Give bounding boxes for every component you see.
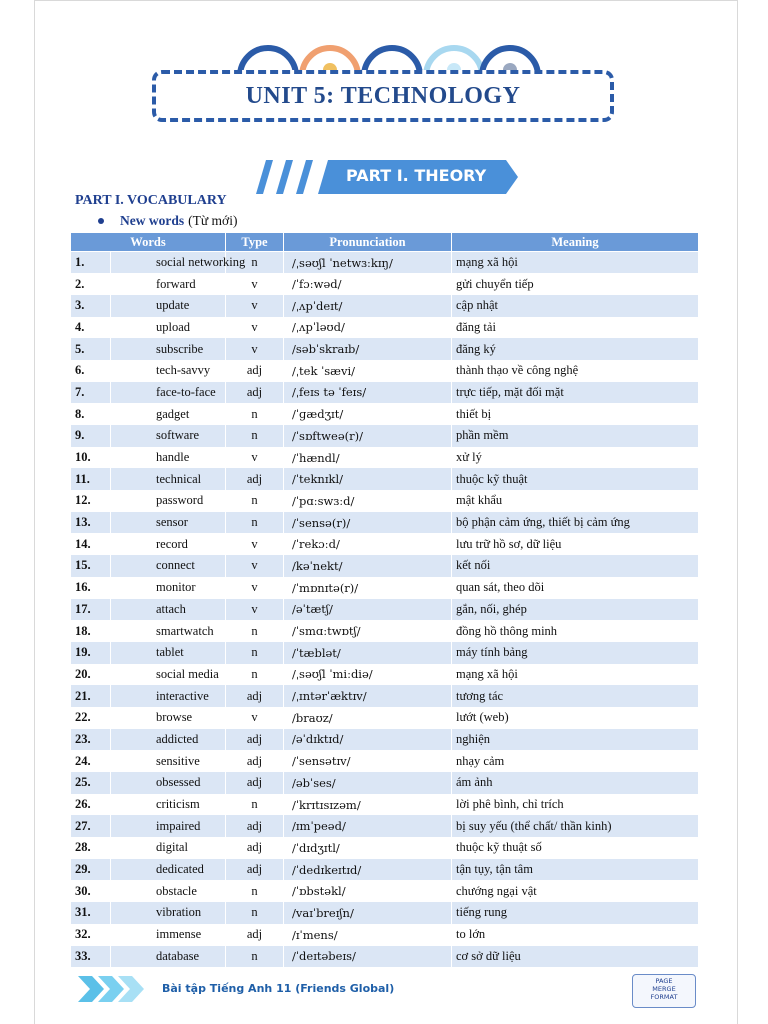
row-pronunciation: /ˈpɑːswɜːd/ <box>284 490 452 512</box>
table-row <box>71 447 699 469</box>
row-pronunciation: /ˌfeɪs tə ˈfeɪs/ <box>284 382 452 404</box>
row-type: adj <box>226 772 284 794</box>
row-word: obstacle <box>111 880 226 902</box>
table-row <box>71 946 699 968</box>
row-type: n <box>226 425 284 447</box>
row-word: social networking <box>111 252 226 274</box>
row-type: adj <box>226 837 284 859</box>
row-number: 17. <box>71 599 111 621</box>
row-type: v <box>226 577 284 599</box>
row-pronunciation: /ˈdɪdʒɪtl/ <box>284 837 452 859</box>
header-words: Words <box>71 233 226 252</box>
row-pronunciation: /ˈɒbstəkl/ <box>284 880 452 902</box>
row-word: sensor <box>111 512 226 534</box>
row-number: 32. <box>71 924 111 946</box>
row-number: 7. <box>71 382 111 404</box>
row-meaning: phần mềm <box>452 425 699 447</box>
row-meaning: máy tính bảng <box>452 642 699 664</box>
row-number: 15. <box>71 555 111 577</box>
row-pronunciation: /ˈteknɪkl/ <box>284 468 452 490</box>
row-word: interactive <box>111 685 226 707</box>
row-word: sensitive <box>111 750 226 772</box>
row-word: forward <box>111 273 226 295</box>
row-pronunciation: /əbˈses/ <box>284 772 452 794</box>
row-meaning: ám ảnh <box>452 772 699 794</box>
row-type: v <box>226 338 284 360</box>
row-type: adj <box>226 382 284 404</box>
row-meaning: tương tác <box>452 685 699 707</box>
badge-line: FORMAT <box>650 993 678 1001</box>
row-meaning: thuộc kỹ thuật <box>452 468 699 490</box>
row-type: adj <box>226 750 284 772</box>
row-word: update <box>111 295 226 317</box>
row-pronunciation: /ˌsəʊʃl ˈnetwɜːkɪŋ/ <box>284 252 452 274</box>
row-pronunciation: /kəˈnekt/ <box>284 555 452 577</box>
row-meaning: gắn, nối, ghép <box>452 599 699 621</box>
part-banner-label: PART I. THEORY <box>346 166 487 185</box>
row-meaning: mật khẩu <box>452 490 699 512</box>
row-pronunciation: /ˌʌpˈdeɪt/ <box>284 295 452 317</box>
row-word: face-to-face <box>111 382 226 404</box>
row-pronunciation: /ɪmˈpeəd/ <box>284 815 452 837</box>
row-meaning: thuộc kỹ thuật số <box>452 837 699 859</box>
row-number: 4. <box>71 317 111 339</box>
row-type: n <box>226 252 284 274</box>
row-type: v <box>226 447 284 469</box>
row-type: n <box>226 403 284 425</box>
row-word: impaired <box>111 815 226 837</box>
table-row <box>71 468 699 490</box>
row-meaning: thành thạo về công nghệ <box>452 360 699 382</box>
header-type: Type <box>226 233 284 252</box>
row-pronunciation: /ˌʌpˈləʊd/ <box>284 317 452 339</box>
row-type: n <box>226 946 284 968</box>
row-number: 22. <box>71 707 111 729</box>
row-type: adj <box>226 685 284 707</box>
row-word: connect <box>111 555 226 577</box>
table-row <box>71 664 699 686</box>
row-type: n <box>226 880 284 902</box>
table-row <box>71 273 699 295</box>
row-number: 29. <box>71 859 111 881</box>
row-type: adj <box>226 360 284 382</box>
table-row <box>71 252 699 274</box>
row-word: password <box>111 490 226 512</box>
row-number: 14. <box>71 533 111 555</box>
row-pronunciation: /ˈhændl/ <box>284 447 452 469</box>
table-row <box>71 642 699 664</box>
row-number: 3. <box>71 295 111 317</box>
chevron-arrows-icon <box>78 976 148 1002</box>
row-number: 8. <box>71 403 111 425</box>
row-meaning: đăng ký <box>452 338 699 360</box>
row-word: subscribe <box>111 338 226 360</box>
row-pronunciation: /ˌsəʊʃl ˈmiːdiə/ <box>284 664 452 686</box>
row-number: 25. <box>71 772 111 794</box>
row-number: 11. <box>71 468 111 490</box>
table-row <box>71 924 699 946</box>
row-number: 9. <box>71 425 111 447</box>
table-row <box>71 750 699 772</box>
row-number: 12. <box>71 490 111 512</box>
row-pronunciation: /səbˈskraɪb/ <box>284 338 452 360</box>
row-word: handle <box>111 447 226 469</box>
row-number: 27. <box>71 815 111 837</box>
new-words-note: (Từ mới) <box>188 213 238 228</box>
row-word: upload <box>111 317 226 339</box>
row-word: smartwatch <box>111 620 226 642</box>
row-type: v <box>226 273 284 295</box>
row-pronunciation: /vaɪˈbreɪʃn/ <box>284 902 452 924</box>
row-number: 16. <box>71 577 111 599</box>
row-word: addicted <box>111 729 226 751</box>
row-word: social media <box>111 664 226 686</box>
row-type: adj <box>226 924 284 946</box>
row-meaning: kết nối <box>452 555 699 577</box>
badge-line: MERGE <box>652 985 676 993</box>
row-type: v <box>226 599 284 621</box>
row-number: 20. <box>71 664 111 686</box>
row-type: v <box>226 317 284 339</box>
row-word: tablet <box>111 642 226 664</box>
row-pronunciation: /ˈkrɪtɪsɪzəm/ <box>284 794 452 816</box>
table-row <box>71 403 699 425</box>
row-pronunciation: /əˈdɪktɪd/ <box>284 729 452 751</box>
table-header-row <box>71 233 699 252</box>
table-row <box>71 837 699 859</box>
table-row <box>71 360 699 382</box>
row-meaning: thiết bị <box>452 403 699 425</box>
row-number: 13. <box>71 512 111 534</box>
row-number: 26. <box>71 794 111 816</box>
row-type: adj <box>226 729 284 751</box>
row-number: 6. <box>71 360 111 382</box>
table-body <box>71 252 699 968</box>
row-pronunciation: /ˌtek ˈsævi/ <box>284 360 452 382</box>
row-pronunciation: /ˈsɒftweə(r)/ <box>284 425 452 447</box>
header-meaning: Meaning <box>452 233 699 252</box>
row-meaning: cập nhật <box>452 295 699 317</box>
row-type: n <box>226 642 284 664</box>
vocabulary-table <box>70 232 699 967</box>
row-word: immense <box>111 924 226 946</box>
row-pronunciation: /ˌɪntərˈæktɪv/ <box>284 685 452 707</box>
new-words-line <box>98 213 237 229</box>
row-number: 19. <box>71 642 111 664</box>
new-words-label: New words <box>120 213 185 228</box>
row-word: vibration <box>111 902 226 924</box>
table-row <box>71 794 699 816</box>
row-type: adj <box>226 859 284 881</box>
row-meaning: xử lý <box>452 447 699 469</box>
row-word: attach <box>111 599 226 621</box>
row-type: adj <box>226 815 284 837</box>
row-word: browse <box>111 707 226 729</box>
row-pronunciation: /ˈsensə(r)/ <box>284 512 452 534</box>
row-pronunciation: /ˈtæblət/ <box>284 642 452 664</box>
row-word: tech-savvy <box>111 360 226 382</box>
page-merge-format-badge <box>632 974 696 1008</box>
row-number: 23. <box>71 729 111 751</box>
row-number: 33. <box>71 946 111 968</box>
row-word: monitor <box>111 577 226 599</box>
row-type: n <box>226 490 284 512</box>
row-meaning: bộ phận cảm ứng, thiết bị cảm ứng <box>452 512 699 534</box>
table-row <box>71 555 699 577</box>
row-meaning: đồng hồ thông minh <box>452 620 699 642</box>
row-meaning: lời phê bình, chỉ trích <box>452 794 699 816</box>
row-type: adj <box>226 468 284 490</box>
row-meaning: trực tiếp, mặt đối mặt <box>452 382 699 404</box>
table-row <box>71 685 699 707</box>
table-row <box>71 620 699 642</box>
bullet-icon <box>98 218 104 224</box>
row-word: dedicated <box>111 859 226 881</box>
badge-line: PAGE <box>655 977 673 985</box>
table-row <box>71 902 699 924</box>
row-word: digital <box>111 837 226 859</box>
row-pronunciation: /ˈdedɪkeɪtɪd/ <box>284 859 452 881</box>
row-type: v <box>226 707 284 729</box>
row-number: 10. <box>71 447 111 469</box>
table-row <box>71 859 699 881</box>
row-pronunciation: /braʊz/ <box>284 707 452 729</box>
unit-title: UNIT 5: TECHNOLOGY <box>245 82 521 109</box>
section-title: PART I. VOCABULARY <box>75 193 227 208</box>
row-type: v <box>226 555 284 577</box>
row-word: database <box>111 946 226 968</box>
row-meaning: đăng tải <box>452 317 699 339</box>
row-meaning: bị suy yếu (thể chất/ thần kinh) <box>452 815 699 837</box>
row-number: 2. <box>71 273 111 295</box>
row-number: 1. <box>71 252 111 274</box>
row-pronunciation: /ˈmɒnɪtə(r)/ <box>284 577 452 599</box>
row-number: 24. <box>71 750 111 772</box>
row-type: n <box>226 620 284 642</box>
row-type: v <box>226 533 284 555</box>
row-number: 21. <box>71 685 111 707</box>
table-row <box>71 707 699 729</box>
row-number: 28. <box>71 837 111 859</box>
row-meaning: lưu trữ hồ sơ, dữ liệu <box>452 533 699 555</box>
table-row <box>71 815 699 837</box>
row-type: n <box>226 794 284 816</box>
row-word: software <box>111 425 226 447</box>
row-pronunciation: /ˈsmɑːtwɒtʃ/ <box>284 620 452 642</box>
row-meaning: mạng xã hội <box>452 664 699 686</box>
row-pronunciation: /ɪˈmens/ <box>284 924 452 946</box>
table-row <box>71 382 699 404</box>
row-number: 18. <box>71 620 111 642</box>
row-number: 31. <box>71 902 111 924</box>
row-meaning: tiếng rung <box>452 902 699 924</box>
row-type: n <box>226 512 284 534</box>
row-meaning: chướng ngại vật <box>452 880 699 902</box>
table-row <box>71 772 699 794</box>
row-word: technical <box>111 468 226 490</box>
row-meaning: nhạy cảm <box>452 750 699 772</box>
table-row <box>71 295 699 317</box>
row-word: criticism <box>111 794 226 816</box>
table-row <box>71 317 699 339</box>
row-word: record <box>111 533 226 555</box>
table-row <box>71 729 699 751</box>
row-meaning: quan sát, theo dõi <box>452 577 699 599</box>
unit-title-box <box>152 70 614 122</box>
table-row <box>71 577 699 599</box>
row-pronunciation: /ˈrekɔːd/ <box>284 533 452 555</box>
row-pronunciation: /ˈsensətɪv/ <box>284 750 452 772</box>
row-pronunciation: /ˈdeɪtəbeɪs/ <box>284 946 452 968</box>
row-meaning: cơ sở dữ liệu <box>452 946 699 968</box>
row-meaning: lướt (web) <box>452 707 699 729</box>
row-meaning: gửi chuyển tiếp <box>452 273 699 295</box>
table-row <box>71 599 699 621</box>
row-number: 30. <box>71 880 111 902</box>
row-meaning: nghiện <box>452 729 699 751</box>
part-banner <box>256 160 518 194</box>
table-row <box>71 425 699 447</box>
row-number: 5. <box>71 338 111 360</box>
row-meaning: tận tụy, tận tâm <box>452 859 699 881</box>
row-meaning: mạng xã hội <box>452 252 699 274</box>
row-type: n <box>226 664 284 686</box>
row-type: n <box>226 902 284 924</box>
row-meaning: to lớn <box>452 924 699 946</box>
row-word: gadget <box>111 403 226 425</box>
row-pronunciation: /ˈfɔːwəd/ <box>284 273 452 295</box>
row-word: obsessed <box>111 772 226 794</box>
row-pronunciation: /əˈtætʃ/ <box>284 599 452 621</box>
page-footer <box>0 970 768 1010</box>
table-row <box>71 880 699 902</box>
table-row <box>71 512 699 534</box>
footer-text: Bài tập Tiếng Anh 11 (Friends Global) <box>162 982 395 995</box>
header-pronunciation: Pronunciation <box>284 233 452 252</box>
table-row <box>71 338 699 360</box>
row-type: v <box>226 295 284 317</box>
table-row <box>71 533 699 555</box>
table-row <box>71 490 699 512</box>
row-pronunciation: /ˈɡædʒɪt/ <box>284 403 452 425</box>
